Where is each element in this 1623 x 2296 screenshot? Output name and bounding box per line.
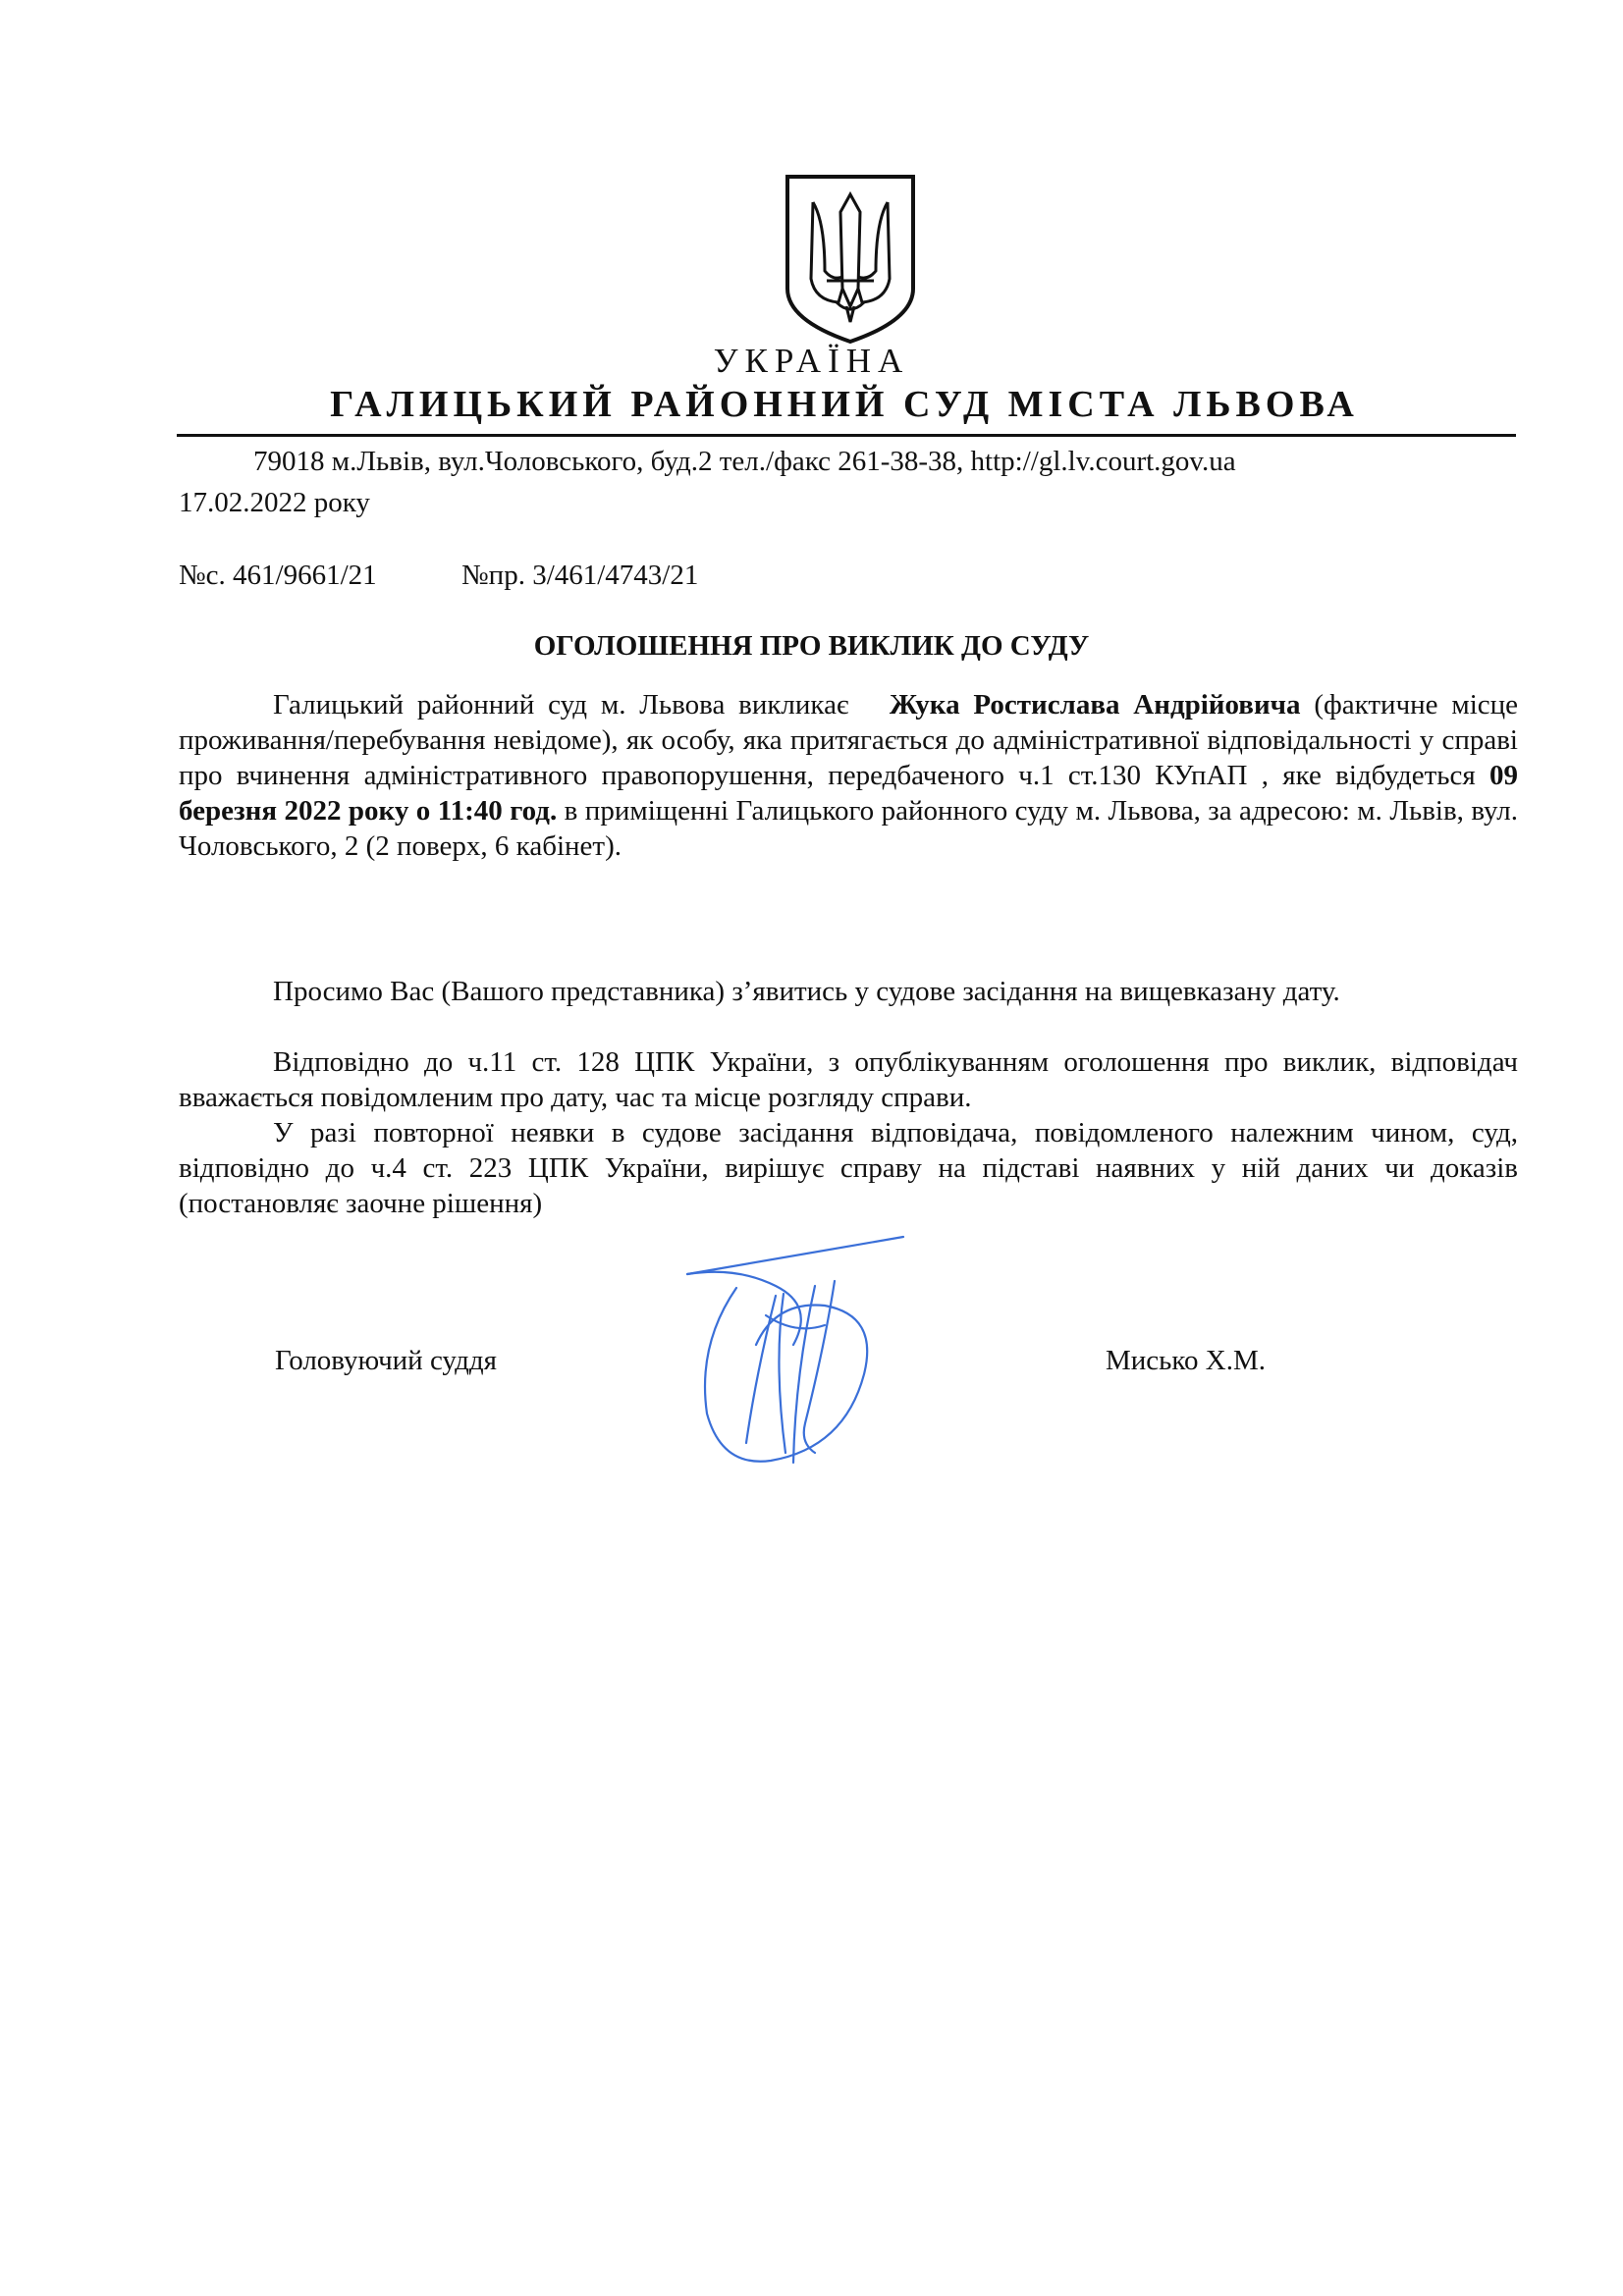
court-name: ГАЛИЦЬКИЙ РАЙОННИЙ СУД МІСТА ЛЬВОВА [330,384,1359,425]
proceeding-number: №пр. 3/461/4743/21 [461,560,699,591]
summons-text-end: в приміщенні Галицького районного суду м. Львова, за адресою: м. Львів, вул. Чоловського, 2 (2 поверх, 6 кабінет). [179,795,1518,862]
country-heading: УКРАЇНА [713,342,910,380]
coat-of-arms-emblem [782,173,919,346]
document-date: 17.02.2022 року [179,487,370,518]
default-judgment-paragraph: У разі повторної неявки в судове засідання відповідача, повідомленого належним чином, суд, відповідно до ч.4 ст. 223 ЦПК України, вирішує справу на підставі наявних у ній даних чи доказів (постановляє заочне рішення) [179,1117,1518,1219]
summons-text-start: Галицький районний суд м. Львова викликає [273,689,849,721]
summons-paragraph [179,687,1518,864]
case-number: №с. 461/9661/21 [179,560,377,591]
handwritten-signature [677,1227,923,1482]
judge-name: Мисько Х.М. [1106,1345,1266,1376]
summons-text-middle: (фактичне місце проживання/перебування невідоме), як особу, яка притягається до адміністративної відповідальності у справі про вчинення адміністративного правопорушення, передбаченого ч.1 ст.130 КУпАП , яке відбудеться [179,689,1519,791]
notice-title: ОГОЛОШЕННЯ ПРО ВИКЛИК ДО СУДУ [533,630,1090,662]
court-address: 79018 м.Львів, вул.Чоловського, буд.2 тел./факс 261-38-38, http://gl.lv.court.gov.ua [253,446,1236,477]
notification-paragraph: Відповідно до ч.11 ст. 128 ЦПК України, з опублікуванням оголошення про виклик, відповідач вважається повідомленим про дату, час та місце розгляду справи. [179,1046,1518,1113]
summoned-person-name: Жука Ростислава Андрійовича [889,689,1301,721]
header-divider [177,434,1516,437]
judge-role: Головуючий суддя [275,1345,497,1376]
appearance-request-paragraph: Просимо Вас (Вашого представника) з’явитись у судове засідання на вищевказану дату. [273,976,1340,1007]
hearing-datetime: 09 березня 2022 року о 11:40 год. [179,760,1518,827]
